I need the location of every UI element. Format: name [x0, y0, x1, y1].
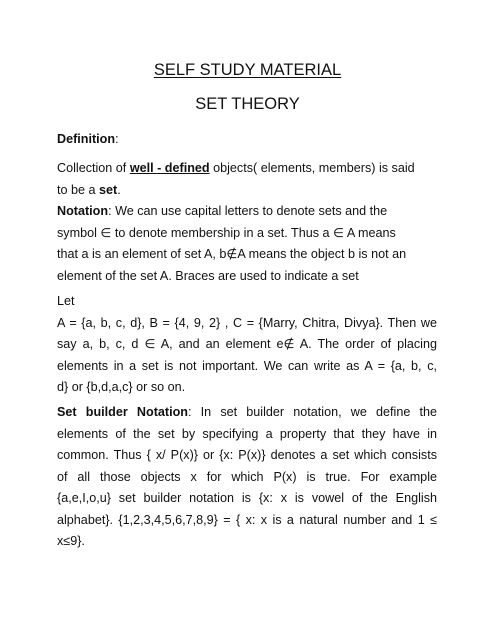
- set-builder-line-4: of all those objects x for which P(x) is true. For example: [57, 469, 437, 484]
- definition-line-2: [57, 180, 437, 202]
- definition-text-pre: Collection of: [57, 161, 130, 175]
- definition-text-post: objects( elements, members) is said: [209, 161, 415, 175]
- set-term: set: [99, 182, 118, 197]
- notation-text-1: : We can use capital letters to denote sets and the: [108, 204, 388, 218]
- well-defined-term: well - defined: [129, 161, 210, 175]
- notation-line-4: element of the set A. Braces are used to indicate a set: [57, 268, 359, 283]
- example-line-1: A = {a, b, c, d}, B = {4, 9, 2} , C = {Marry, Chitra, Divya}. Then we: [57, 315, 437, 330]
- definition-text-line2-post: .: [117, 182, 121, 197]
- definition-heading-text: Definition: [57, 132, 116, 146]
- set-builder-line-5: {a,e,I,o,u} set builder notation is {x: x is vowel of the English: [57, 491, 437, 505]
- set-builder-line-6: alphabet}. {1,2,3,4,5,6,7,8,9} = { x: x is a natural number and 1 ≤: [57, 512, 437, 527]
- set-builder-line-7: x≤9}.: [57, 534, 85, 548]
- example-let: Let: [57, 294, 75, 308]
- notation-line-2: symbol ∈ to denote membership in a set. Thus a ∈ A means: [57, 225, 396, 240]
- definition-text-line2-pre: to be a: [57, 182, 100, 197]
- example-line-2: say a, b, c, d ∈ A, and an element e∉ A. The order of placing: [57, 337, 437, 351]
- set-builder-line-3: common. Thus { x/ P(x)} or {x: P(x)} denotes a set which consists: [57, 448, 437, 462]
- example-line-3: elements in a set is not important. We can write as A = {a, b, c,: [57, 358, 437, 373]
- set-builder-line-2: elements of the set by specifying a property that they have in: [57, 426, 437, 441]
- set-builder-text-1: : In set builder notation, we define the: [187, 405, 437, 419]
- set-builder-label: Set builder Notation: [57, 405, 188, 419]
- example-paragraph: [57, 291, 437, 399]
- set-builder-paragraph: [57, 402, 437, 553]
- definition-heading-colon: :: [115, 132, 119, 146]
- definition-line-1: [57, 158, 437, 180]
- document-title: SELF STUDY MATERIAL: [153, 61, 342, 79]
- notation-line-3: that a is an element of set A, b∉A means the object b is not an: [57, 247, 407, 261]
- document-subtitle: SET THEORY: [195, 95, 300, 113]
- notation-line-1: [57, 201, 437, 223]
- set-builder-line-1: [57, 402, 437, 424]
- notation-label: Notation: [57, 204, 109, 218]
- example-line-4: d} or {b,d,a,c} or so on.: [57, 380, 186, 394]
- definition-paragraph: [57, 158, 437, 287]
- definition-heading: [57, 129, 437, 151]
